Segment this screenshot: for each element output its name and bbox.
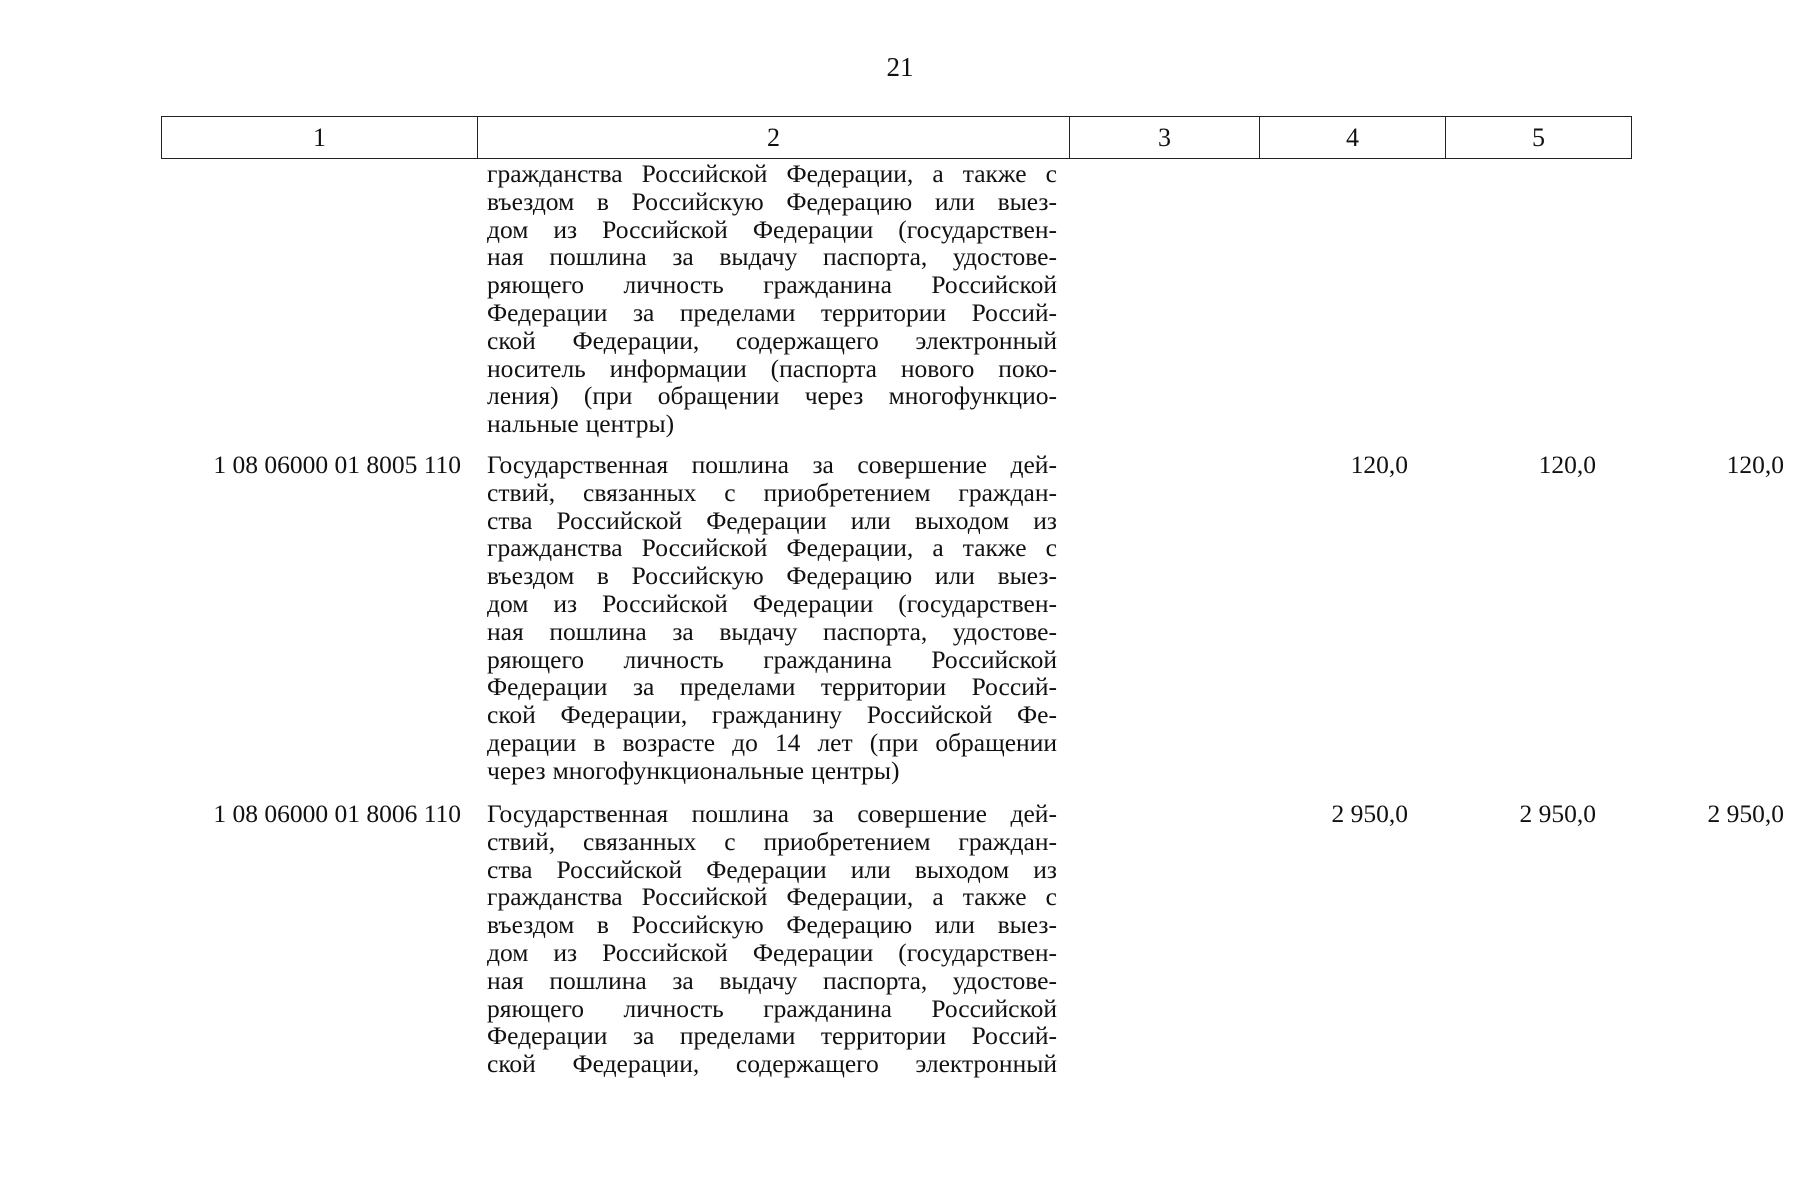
desc-line: Федерации за пределами территории Россий- [487, 297, 1057, 327]
value-col-4: 120,0 [1538, 450, 1596, 479]
desc-line: ряющего личность гражданина Российской [487, 270, 1057, 300]
desc-line: въездом в Российскую Федерацию или выез- [487, 910, 1057, 940]
desc-line: въездом в Российскую Федерацию или выез- [487, 561, 1057, 591]
desc-line: ная пошлина за выдачу паспорта, удостове- [487, 242, 1057, 272]
desc-line: ряющего личность гражданина Российской [487, 644, 1057, 674]
description [487, 800, 1057, 1078]
desc-line: через многофункциональные центры) [487, 755, 900, 785]
page-number: 21 [886, 52, 914, 82]
desc-line: гражданства Российской Федерации, а также с [487, 882, 1057, 912]
description-continuation [487, 160, 1057, 438]
desc-line: ской Федерации, содержащего электронный [487, 1049, 1057, 1079]
desc-line: ства Российской Федерации или выходом из [487, 505, 1057, 535]
desc-line: ная пошлина за выдачу паспорта, удостове- [487, 965, 1057, 995]
desc-line: ствий, связанных с приобретением граждан- [487, 826, 1057, 856]
desc-line: Государственная пошлина за совершение дей- [487, 450, 1057, 479]
value-col-5: 2 950,0 [1707, 799, 1784, 828]
desc-line: ствий, связанных с приобретением граждан- [487, 477, 1057, 507]
value-col-5: 120,0 [1726, 450, 1784, 479]
desc-line: ряющего личность гражданина Российской [487, 993, 1057, 1023]
desc-line: Федерации за пределами территории Россий- [487, 672, 1057, 702]
desc-line: нальные центры) [487, 409, 675, 439]
desc-line: въездом в Российскую Федерацию или выез- [487, 186, 1057, 216]
header-col-5: 5 [1446, 117, 1632, 159]
description [487, 451, 1057, 785]
header-col-1: 1 [162, 117, 478, 159]
desc-line: дом из Российской Федерации (государствен- [487, 937, 1057, 967]
desc-line: носитель информации (паспорта нового поко- [487, 353, 1057, 383]
header-col-3: 3 [1070, 117, 1260, 159]
desc-line: ства Российской Федерации или выходом из [487, 854, 1057, 884]
desc-line: дом из Российской Федерации (государствен- [487, 214, 1057, 244]
desc-line: ления) (при обращении через многофункцио- [487, 381, 1057, 411]
desc-line: гражданства Российской Федерации, а также с [487, 159, 1057, 188]
header-col-4: 4 [1260, 117, 1446, 159]
value-col-4: 2 950,0 [1519, 799, 1596, 828]
budget-code: 1 08 06000 01 8006 110 [213, 799, 461, 828]
desc-line: Государственная пошлина за совершение дей- [487, 799, 1057, 828]
desc-line: Федерации за пределами территории Россий- [487, 1021, 1057, 1051]
value-col-3: 2 950,0 [1331, 799, 1408, 828]
desc-line: гражданства Российской Федерации, а также с [487, 533, 1057, 563]
desc-line: дерации в возрасте до 14 лет (при обращении [487, 727, 1057, 757]
value-col-3: 120,0 [1350, 450, 1408, 479]
header-row [162, 117, 1632, 159]
desc-line: ской Федерации, содержащего электронный [487, 325, 1057, 355]
header-col-2: 2 [478, 117, 1070, 159]
budget-code: 1 08 06000 01 8005 110 [213, 450, 461, 479]
desc-line: ской Федерации, гражданину Российской Фе- [487, 700, 1057, 730]
table-header [161, 116, 1632, 159]
desc-line: дом из Российской Федерации (государствен- [487, 588, 1057, 618]
desc-line: ная пошлина за выдачу паспорта, удостове- [487, 616, 1057, 646]
